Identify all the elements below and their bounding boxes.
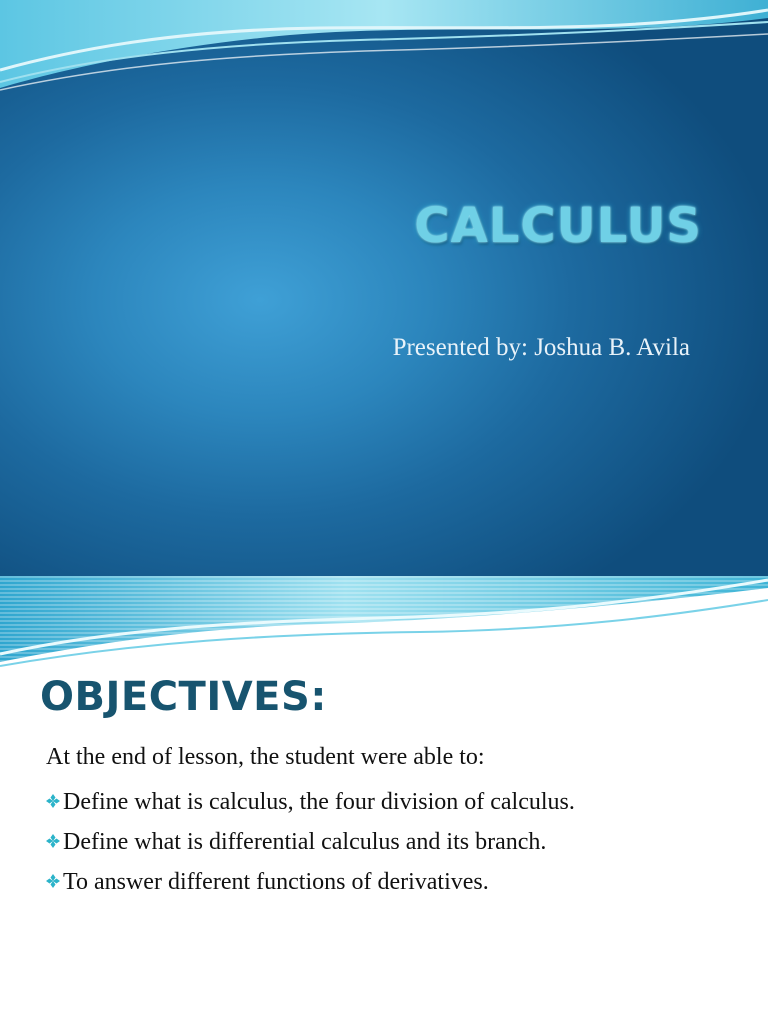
list-item [46, 862, 575, 902]
four-diamond-bullet-icon [46, 834, 60, 848]
slide-title: CALCULUS [414, 198, 702, 254]
objectives-intro: At the end of lesson, the student were able to: [46, 744, 485, 770]
presenter-subtitle: Presented by: Joshua B. Avila [392, 334, 690, 361]
objectives-list [46, 782, 575, 902]
list-item [46, 782, 575, 822]
list-item [46, 822, 575, 862]
four-diamond-bullet-icon [46, 794, 60, 808]
four-diamond-bullet-icon [46, 874, 60, 888]
objectives-heading: OBJECTIVES: [40, 674, 327, 720]
wave-banner-top [0, 0, 768, 100]
list-item-text: Define what is calculus, the four division of calculus. [63, 789, 575, 815]
objectives-slide [0, 576, 768, 1024]
wave-banner-top [0, 576, 768, 671]
list-item-text: To answer different functions of derivatives. [63, 869, 489, 895]
list-item-text: Define what is differential calculus and its branch. [63, 829, 547, 855]
